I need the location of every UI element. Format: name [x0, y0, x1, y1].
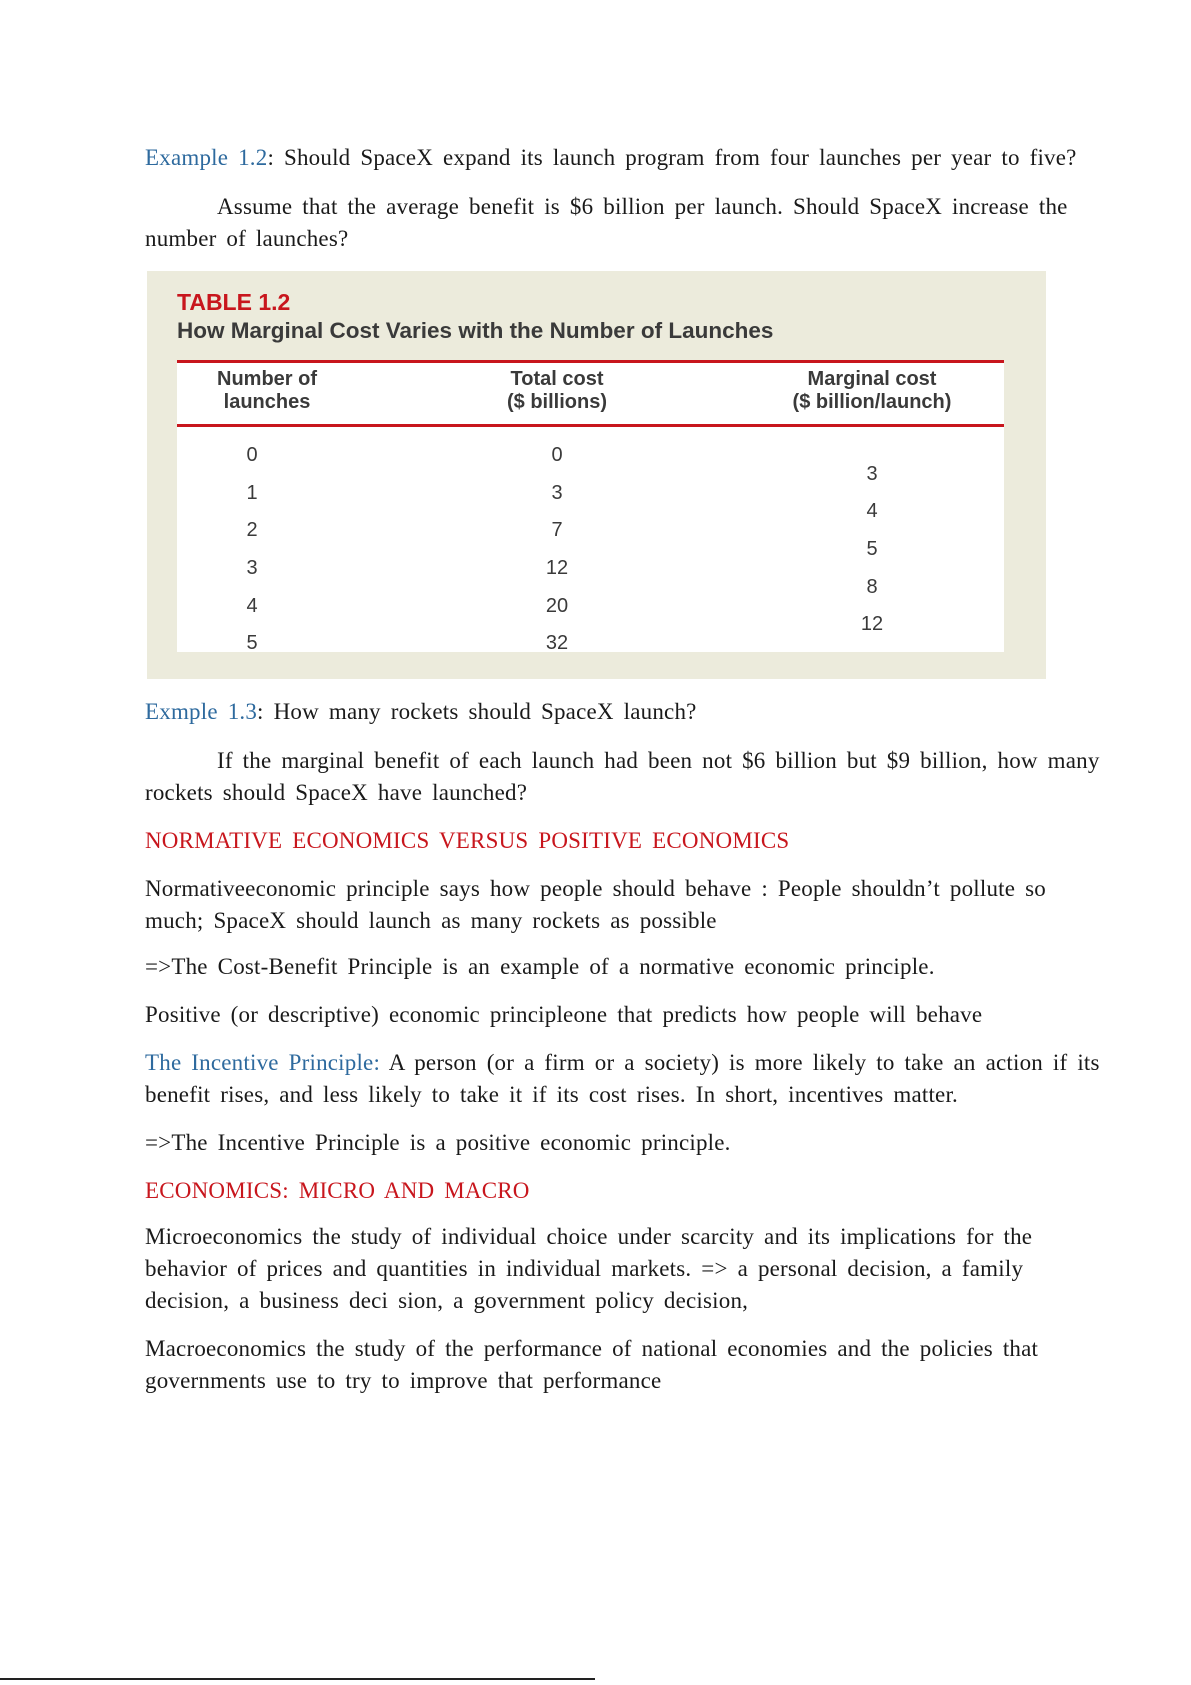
table-cell: 0 — [246, 444, 258, 466]
normative-definition: Normativeeconomic principle says how people should behave : People shouldn’t pollute so much; SpaceX should launch as many rockets as possible — [145, 876, 1046, 933]
table-label: TABLE 1.2 — [177, 289, 291, 315]
example-1-2-label: Example 1.2 — [145, 145, 268, 170]
header-marginal-cost: Marginal cost ($ billion/launch) — [792, 368, 952, 413]
cost-benefit-note: =>The Cost-Benefit Principle is an example of a normative economic principle. — [145, 954, 935, 979]
table-title: How Marginal Cost Varies with the Number of Launches — [177, 318, 774, 343]
example-1-2-body: Assume that the average benefit is $6 billion per launch. Should SpaceX increase the number of launches? — [145, 194, 1068, 251]
table-cell: 2 — [246, 519, 258, 541]
header-total-cost: Total cost ($ billions) — [507, 368, 607, 413]
microeconomics-definition: Microeconomics the study of individual choice under scarcity and its implications for the behavior of prices and quantities in individual markets. => a personal decision, a family decision, a business deci sion, a government policy decision, — [145, 1224, 1033, 1313]
header-number-of-launches: Number of launches — [217, 368, 317, 413]
micro-macro-heading: ECONOMICS: MICRO AND MACRO — [145, 1178, 530, 1203]
table-cell: 4 — [866, 500, 878, 522]
table-cell: 12 — [545, 557, 569, 579]
table-cell: 3 — [246, 557, 258, 579]
example-1-3-label: Exmple 1.3 — [145, 699, 258, 724]
incentive-principle-text: A person (or a firm or a society) is more likely to take an action if its benefit rises, and less likely to take it if its cost rises. In short, incentives matter. — [145, 1050, 1100, 1107]
table-cell: 20 — [545, 595, 569, 617]
table-cell: 3 — [866, 463, 878, 485]
example-1-2-question-text: : Should SpaceX expand its launch program from four launches per year to five? — [267, 145, 1077, 170]
table-cell: 8 — [866, 576, 878, 598]
normative-heading: NORMATIVE ECONOMICS VERSUS POSITIVE ECONOMICS — [145, 828, 790, 853]
header-rule — [177, 424, 1004, 427]
table-cell: 4 — [246, 595, 258, 617]
incentive-principle — [145, 1047, 1110, 1111]
incentive-note: =>The Incentive Principle is a positive economic principle. — [145, 1130, 731, 1155]
table-1-2 — [147, 271, 1046, 679]
positive-definition: Positive (or descriptive) economic principleone that predicts how people will behave — [145, 1002, 983, 1027]
example-1-3-question — [145, 696, 1110, 728]
table-cell: 7 — [551, 519, 563, 541]
table-cell: 0 — [551, 444, 563, 466]
table-cell: 32 — [545, 632, 569, 654]
example-1-3-body: If the marginal benefit of each launch had been not $6 billion but $9 billion, how many rockets should SpaceX have launched? — [145, 748, 1100, 805]
macroeconomics-definition: Macroeconomics the study of the performance of national economies and the policies that governments use to try to improve that performance — [145, 1336, 1039, 1393]
incentive-principle-label: The Incentive Principle: — [145, 1050, 381, 1075]
footer-rule — [0, 1678, 595, 1680]
table-cell: 12 — [860, 613, 884, 635]
example-1-2-question — [145, 142, 1110, 174]
table-cell: 1 — [246, 482, 258, 504]
table-body — [177, 360, 1004, 652]
table-cell: 5 — [246, 632, 258, 654]
table-cell: 5 — [866, 538, 878, 560]
example-1-3-question-text: : How many rockets should SpaceX launch? — [257, 699, 697, 724]
table-cell: 3 — [551, 482, 563, 504]
